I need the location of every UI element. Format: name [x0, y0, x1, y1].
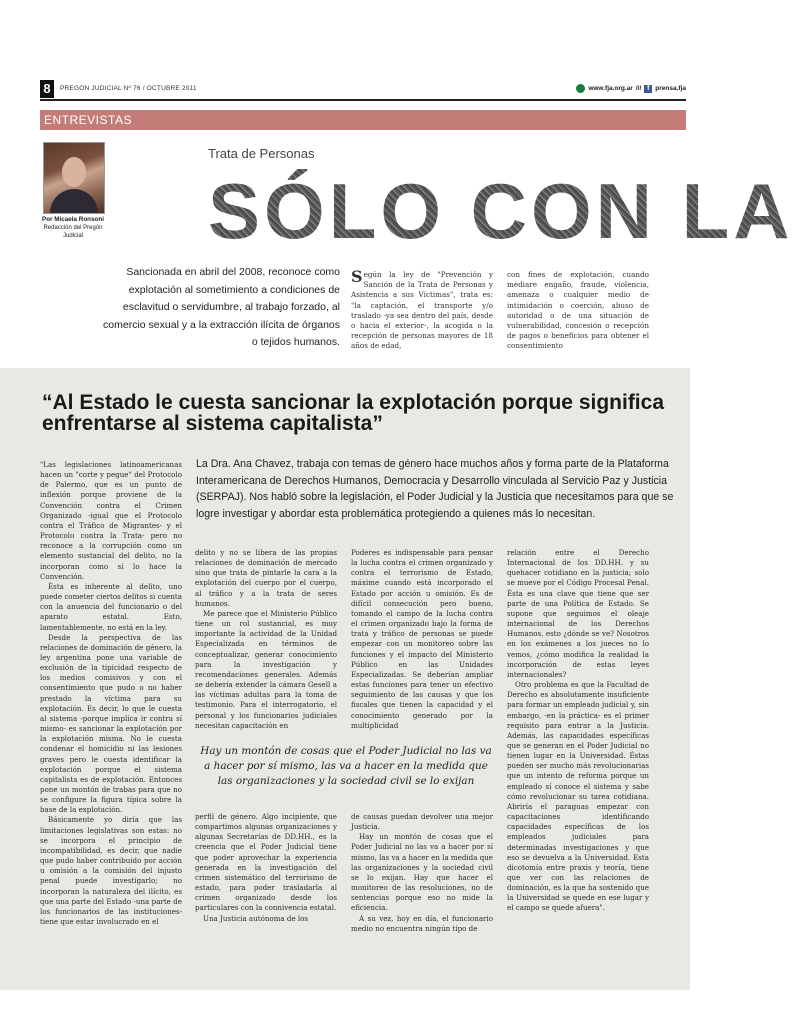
- pull-quote: Hay un montón de cosas que el Poder Judicial no las va a hacer por sí mismo, las va a hacer en la medida que las organizaciones y la sociedad civil se lo exijan: [200, 745, 492, 787]
- social-link[interactable]: prensa.fja: [655, 85, 686, 92]
- header-links: [576, 84, 686, 93]
- article-summary: Sancionada en abril del 2008, reconoce como explotación al sometimiento a condiciones de esclavitud o servidumbre, al trabajo forzado, al comercio sexual y a la extracción ilícita de órganos o tejidos humanos.: [103, 266, 340, 348]
- publication-info: PREGON JUDICIAL Nº 76 / OCTUBRE 2011: [60, 85, 197, 92]
- interview-headline: “Al Estado le cuesta sancionar la explotación porque significa enfrentarse al sistema capitalista”: [42, 391, 665, 435]
- body-column-1: [40, 460, 182, 927]
- interview-lead: La Dra. Ana Chavez, trabaja con temas de género hace muchos años y forma parte de la Plataforma Interamericana de Derechos Humanos, Democracia y Desarrollo vinculada al Servicio Paz y Justicia (SERPAJ). Nos habló sobre la legislación, el Poder Judicial y la Justicia que necesitamos para que se logre investigar y abordar esta problemática protegiendo a quienes más lo necesitan.: [196, 458, 674, 520]
- website-link[interactable]: www.fja.org.ar: [588, 85, 633, 92]
- globe-icon: [576, 84, 585, 93]
- intro-text-1: egún la ley de "Prevención y Sanción de la Trata de Personas y Asistencia a sus Víctimas", trata es: "la captación, el transporte y/o traslado -ya sea dentro del país, desde o hacia el exterior-, la acogida o la recepción de personas mayores de 18 años de edad,: [351, 270, 493, 351]
- author-name: Por Micaela Ronsoni: [42, 216, 104, 223]
- paragraph: Poderes es indispensable para pensar la lucha contra el crimen organizado y contra el terrorismo de Estado, máxime cuando está incorporado el Estado por acción u omisión. Es de difícil consecución pero bueno, tomando el campo de la lucha contra el crimen organizado bajo la forma de trata y tráfico de personas se puede empezar con un monitoreo sobre las funciones y el impacto del Ministerio Público en las Unidades Especializadas. Se deberían ampliar estas funciones para tener un efectivo seguimiento de las causas y que los fiscales que tienen la capacidad y el conocimiento generado por la multiplicidad: [351, 548, 493, 730]
- paragraph: Me parece que el Ministerio Público tiene un rol sustancial, es muy importante la actividad de la Unidad Especializada en términos de conceptualizar, generar conocimiento para la investigación y recomendaciones generales. Además se debería extender la cámara Gesell a las víctimas adultas para la toma de testimonio. Para el interrogatorio, el personal y los funcionarios judiciales necesitan capacitación en: [195, 608, 337, 730]
- paragraph: perfil de género. Algo incipiente, que compartimos algunas organizaciones y algunas Secretarías de DD.HH., es la creencia que el Poder Judicial tiene que poder aprovechar la experiencia generada en la investigación del crimen sistemático del terrorismo de estado, para poder trasladarla al crimen organizado desde los particulares con la connivencia estatal.: [195, 812, 337, 913]
- paragraph: Básicamente yo diría que las limitaciones legislativas son estas: no se incorpora el principio de incompatibilidad, es decir, que nadie que pudo haber contribuido por acción u omisión a la comisión del injusto penal puede investigarlo; no incorporan la naturaleza del ilícito, es que una parte del Estado -una parte de los funcionarios de las instituciones- tiene que estar involucrado en el: [40, 815, 182, 927]
- paragraph: Hay un montón de cosas que el Poder Judicial no las va a hacer por sí mismo, las va a hacer en la medida que las organizaciones y la sociedad civil se lo exijan. Hay que hacer el monitoreo de las resoluciones, no de sentencias porque eso no mide la eficiencia.: [351, 832, 493, 913]
- body-column-3: [351, 548, 493, 731]
- separator: ///: [635, 85, 642, 92]
- paragraph: "Las legislaciones latinoamericanas hacen un "corte y pegue" del Protocolo de Palermo, que es un punto de inflexión porque proviene de la Convención contra el Crimen Organizado -igual que el Protocolo contra el Tráfico de Migrantes- y el Protocolo contra la Trata- pero no reconoce a la corrupción como un elemento sustancial del delito, no la incorporan como sí lo hace la Convención.: [40, 460, 182, 581]
- body-column-4: [507, 548, 649, 914]
- paragraph: de causas puedan devolver una mejor Justicia.: [351, 812, 493, 832]
- header-divider: [40, 99, 686, 101]
- article-title: SÓLO CON LA: [208, 167, 794, 255]
- author-photo: [43, 142, 105, 214]
- page-number: 8: [40, 80, 54, 98]
- body-column-2: [195, 548, 337, 731]
- article-kicker: Trata de Personas: [208, 146, 315, 161]
- paragraph: A su vez, hoy en día, el funcionario medio no encuentra ningún tipo de: [351, 913, 493, 933]
- body-column-2-lower: [195, 812, 337, 924]
- paragraph: Una Justicia autónoma de los: [203, 913, 309, 923]
- paragraph: delito y no se libera de las propias relaciones de dominación de mercado sino que trata de pintarle la cara a la explotación del cuerpo por el cuerpo, al tráfico y a la trata de seres humanos.: [195, 548, 337, 608]
- author-credit: [40, 216, 106, 240]
- facebook-icon: f: [644, 85, 652, 93]
- paragraph: relación entre el Derecho Internacional de los DD.HH. y su quehacer cotidiano en la justicia; solo se mueve por el Código Procesal Penal. Ésta es una clave que tiene que ser parte de una Política de Estado. Se supone que seguimos el oleaje internacional de los Derechos Humanos, esto ¿dónde se ve? Nosotros en los exámenes a los jueces no lo vemos, ¿cómo modifica la realidad la incorporación de estas leyes internacionales?: [507, 548, 649, 679]
- paragraph: Desde la perspectiva de las relaciones de dominación de género, la ley argentina pone una variable de exclusión de la tipicidad respecto de los medios comisivos y con el consentimiento que pudo o no haber prestado la víctima para su explotación. Es decir, lo que le cuesta al sistema -porque implica ir contra sí mismo- es sancionar la explotación por la explotación misma. No le cuesta condenar el homicidio ni las lesiones graves pero le cuesta identificar la explotación porque el sistema capitalista es de explotación. Entonces pone un montón de trabas para que no se configure la figura típica sobre la base de la explotación.: [40, 632, 182, 815]
- intro-column-1: [351, 267, 493, 352]
- drop-cap: S: [351, 267, 363, 286]
- section-label: ENTREVISTAS: [40, 110, 686, 130]
- intro-column-2: con fines de explotación, cuando mediare engaño, fraude, violencia, amenaza o cualquier medio de intimidación o coerción, abuso de autoridad o de una situación de vulnerabilidad, concesión o recepción de pagos o beneficios para obtener el consentimiento: [507, 270, 649, 351]
- author-role: Redacción del Pregón Judicial: [43, 225, 103, 239]
- paragraph: Otro problema es que la Facultad de Derecho es absolutamente insuficiente para formar un empleado judicial y, sin embargo, -en la práctica- es el primer requisito para entrar a la Justicia. Además, las capacidades específicas que se generan en el Poder Judicial no tienen lugar en la Universidad. Éstas pueden ser mucho más revolucionarias que un intento de reforma porque un empleado sí conoce el sistema y sabe cómo revolucionar su tarea cotidiana. Abriría el paraguas empezar con capacitaciones identificando capacidades específicas de los empleados judiciales para determinadas investigaciones y que eso se devuelva a la Universidad. Esta dicotomía entre praxis y teoría, tiene que ver con las relaciones de dominación, es la que ha sostenido que la Universidad se quede en ese lugar y el campo se quede afuera".: [507, 680, 649, 913]
- body-column-3-lower: [351, 812, 493, 934]
- paragraph: Ésta es inherente al delito, uno puede cometer ciertos delitos si cuenta con la anuencia del funcionario o del aparato estatal. Esto, lamentablemente, no está en la ley.: [40, 581, 182, 632]
